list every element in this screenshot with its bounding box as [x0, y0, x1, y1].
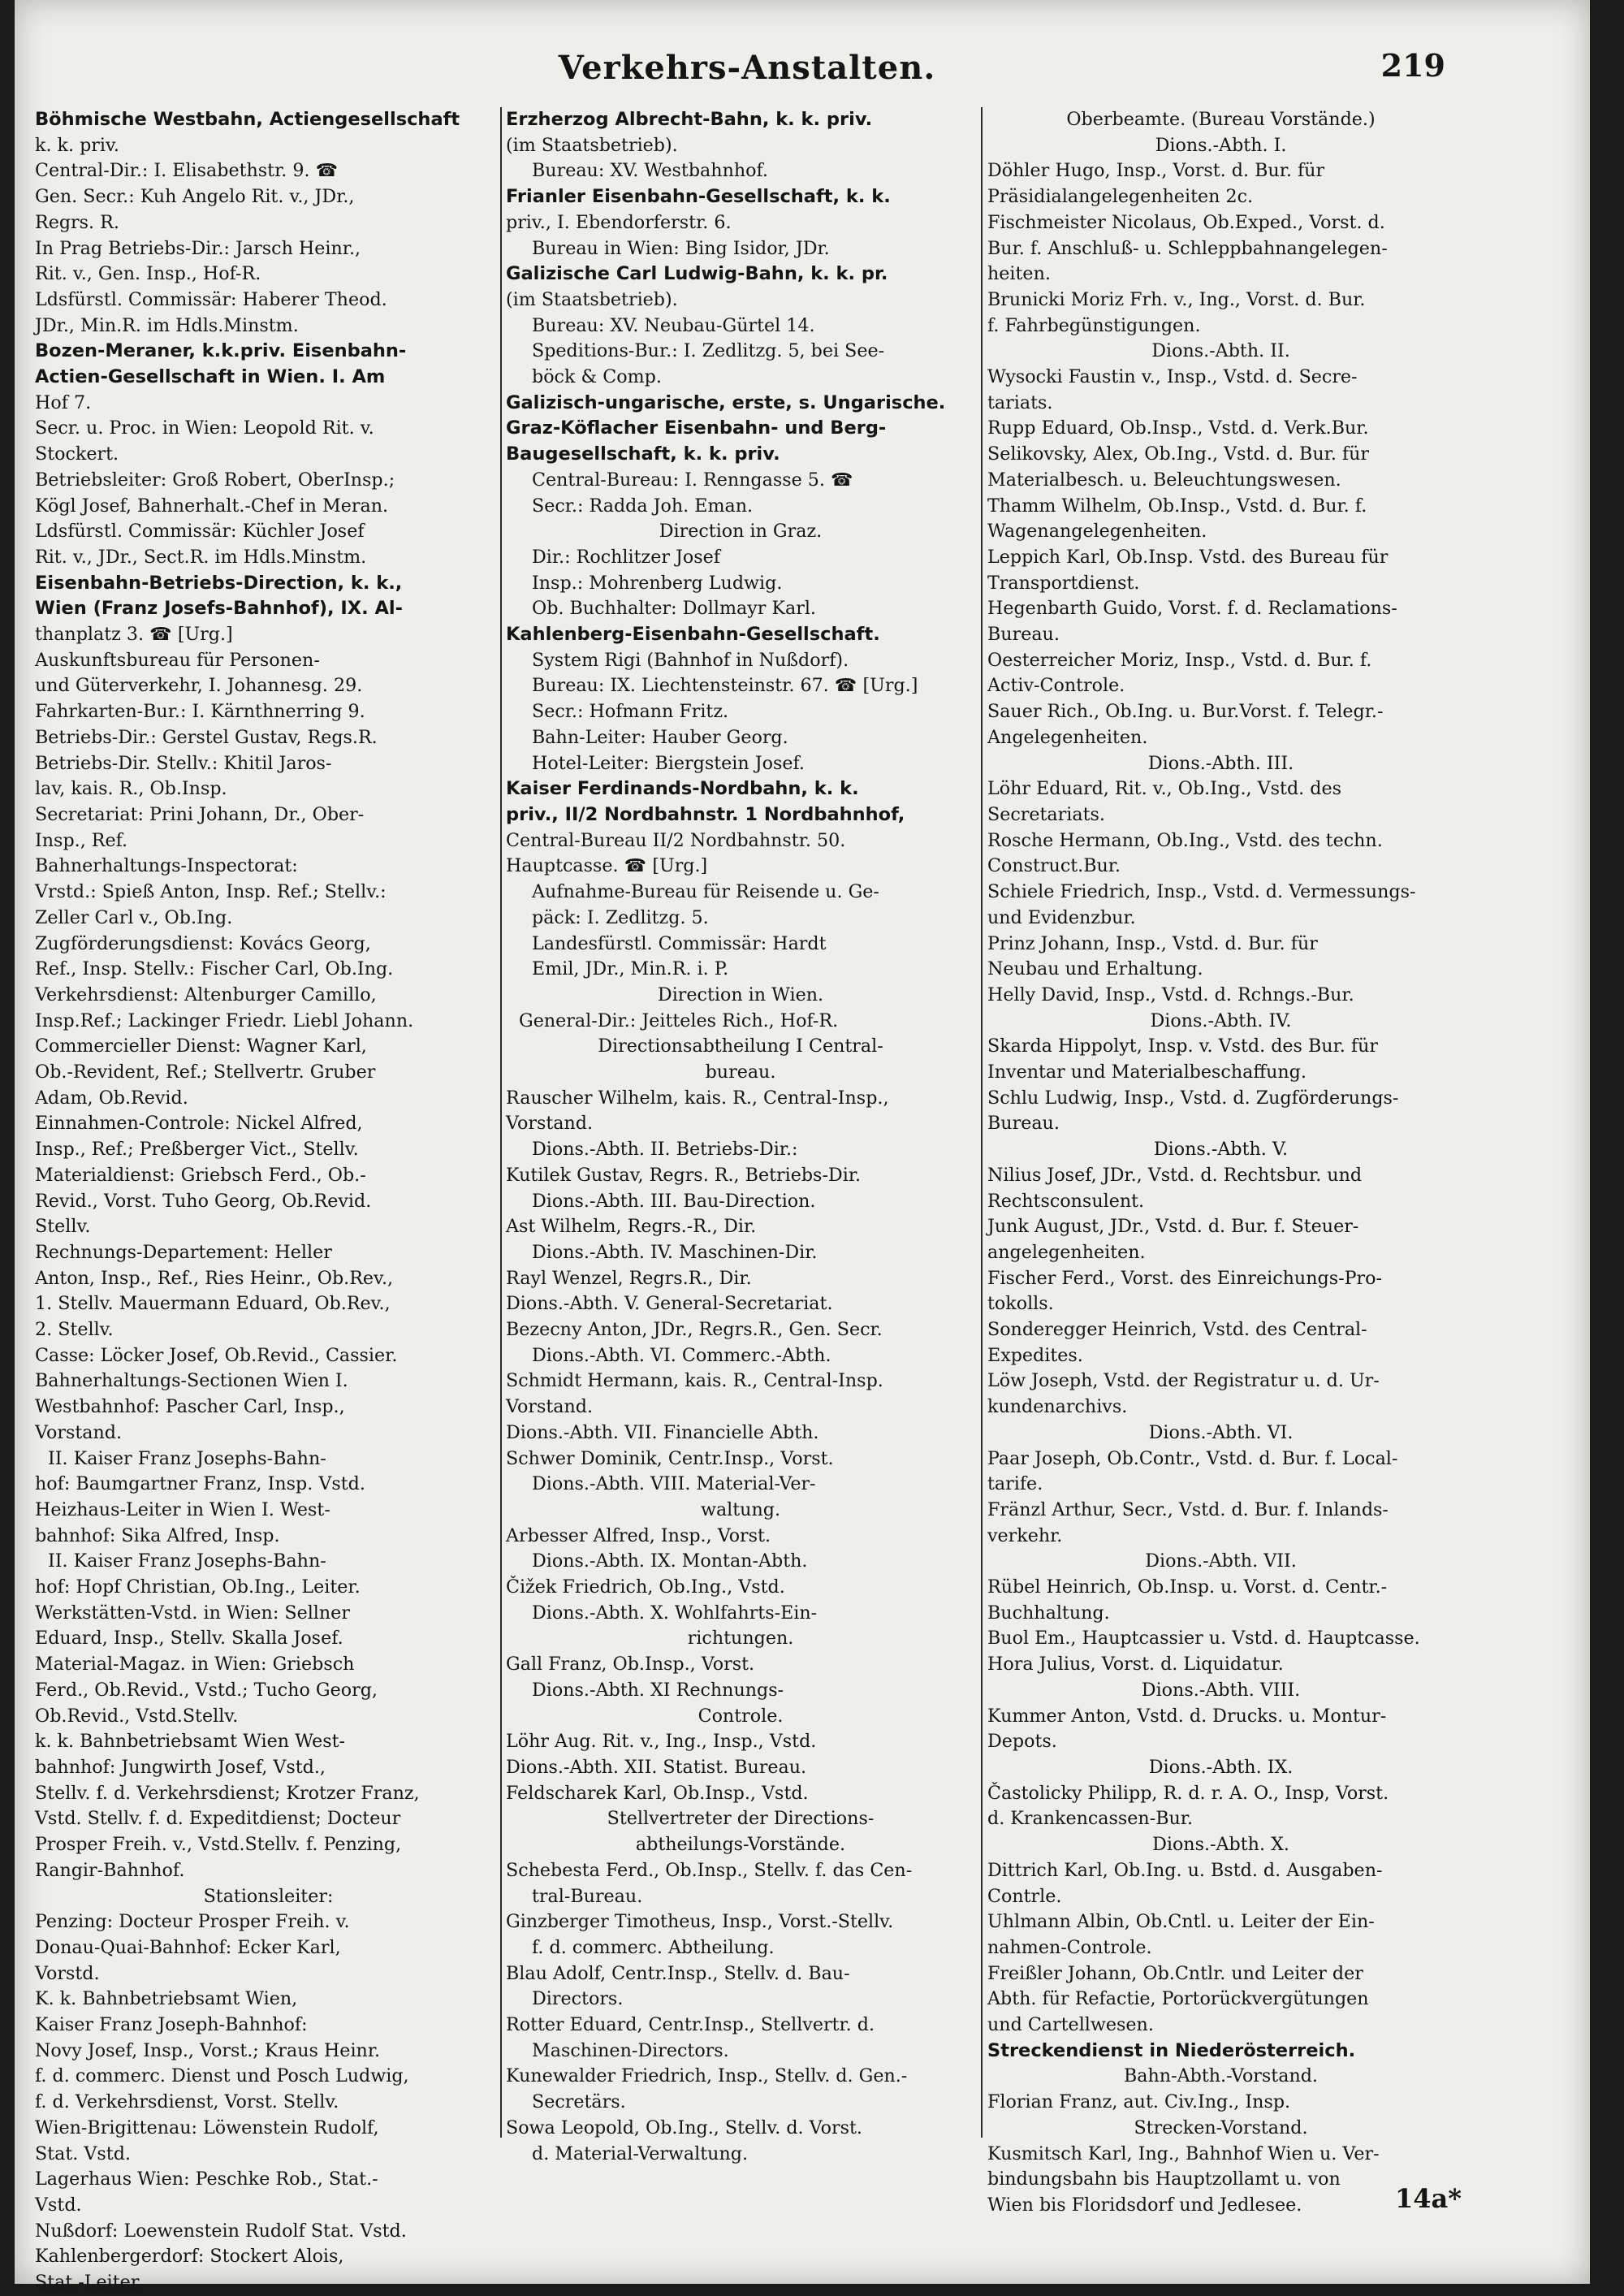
text-line: Controle. — [698, 1705, 784, 1727]
text-line: f. d. commerc. Dienst und Posch Ludwig, — [35, 2065, 409, 2087]
text-line: Paar Joseph, Ob.Contr., Vstd. d. Bur. f. Local- — [987, 1447, 1398, 1469]
text-line: Bureau in Wien: Bing Isidor, JDr. — [532, 237, 830, 259]
text-line: Transportdienst. — [987, 572, 1140, 594]
text-line: Bureau. — [987, 1113, 1060, 1135]
entry-heading: Kaiser Ferdinands-Nordbahn, k. k. — [506, 778, 859, 800]
entry-heading: Streckendienst in Niederösterreich. — [987, 2039, 1356, 2061]
text-line: Dions.-Abth. XI Rechnungs- — [532, 1679, 784, 1701]
text-line: Secr.: Radda Joh. Eman. — [532, 495, 754, 517]
text-line: k. k. priv. — [35, 134, 119, 156]
text-line: Freißler Johann, Ob.Cntlr. und Leiter der — [987, 1962, 1363, 1984]
text-line: Stat. Vstd. — [35, 2143, 131, 2164]
entry-heading: Böhmische Westbahn, Actiengesellschaft — [35, 109, 460, 130]
text-line: 2. Stellv. — [35, 1319, 114, 1341]
text-line: Dions.-Abth. VIII. Material-Ver- — [532, 1473, 816, 1495]
text-line: Feldscharek Karl, Ob.Insp., Vstd. — [506, 1782, 809, 1804]
entry-heading: Galizische Carl Ludwig-Bahn, k. k. pr. — [506, 263, 888, 285]
text-line: Bahnerhaltungs-Sectionen Wien I. — [35, 1370, 348, 1392]
text-line: Stellv. f. d. Verkehrsdienst; Krotzer Franz, — [35, 1782, 420, 1804]
text-line: f. d. commerc. Abtheilung. — [532, 1936, 775, 1958]
text-line: Dions.-Abth. III. — [1147, 752, 1294, 774]
text-line: Dions.-Abth. XII. Statist. Bureau. — [506, 1757, 807, 1778]
text-line: Anton, Insp., Ref., Ries Heinr., Ob.Rev., — [35, 1267, 394, 1289]
text-line: Bureau: XV. Neubau-Gürtel 14. — [532, 314, 815, 336]
text-line: Hegenbarth Guido, Vorst. f. d. Reclamations- — [987, 598, 1397, 620]
text-line: Rechnungs-Departement: Heller — [35, 1241, 332, 1263]
text-line: abtheilungs-Vorstände. — [635, 1834, 846, 1856]
text-line: nahmen-Controle. — [987, 1936, 1152, 1958]
text-line: Stat.-Leiter. — [35, 2272, 144, 2294]
text-line: Kögl Josef, Bahnerhalt.-Chef in Meran. — [35, 495, 389, 517]
running-title: Verkehrs-Anstalten. — [558, 49, 936, 87]
text-line: Ginzberger Timotheus, Insp., Vorst.-Stellv. — [506, 1911, 894, 1933]
text-line: Betriebs-Dir.: Gerstel Gustav, Regs.R. — [35, 726, 378, 748]
text-column-2 — [506, 107, 975, 2170]
text-line: Schebesta Ferd., Ob.Insp., Stellv. f. das Cen- — [506, 1859, 913, 1881]
text-line: bureau. — [705, 1062, 776, 1083]
text-line: Wien-Brigittenau: Löwenstein Rudolf, — [35, 2117, 379, 2138]
text-line: Dittrich Karl, Ob.Ing. u. Bstd. d. Ausgaben- — [987, 1859, 1383, 1881]
text-line: Kunewalder Friedrich, Insp., Stellv. d. Gen.- — [506, 2065, 908, 2087]
text-line: Vstd. — [35, 2194, 82, 2216]
text-line: Aufnahme-Bureau für Reisende u. Ge- — [532, 881, 879, 903]
text-line: Hora Julius, Vorst. d. Liquidatur. — [987, 1654, 1284, 1676]
text-line: Nilius Josef, JDr., Vstd. d. Rechtsbur. und — [987, 1164, 1363, 1186]
text-line: Rechtsconsulent. — [987, 1190, 1145, 1212]
entry-heading: Frianler Eisenbahn-Gesellschaft, k. k. — [506, 186, 891, 208]
entry-heading: Eisenbahn-Betriebs-Direction, k. k., — [35, 572, 403, 594]
text-line: Penzing: Docteur Prosper Freih. v. — [35, 1911, 350, 1933]
column-rule — [981, 107, 983, 2138]
text-line: Zeller Carl v., Ob.Ing. — [35, 906, 233, 928]
text-line: Construct.Bur. — [987, 855, 1121, 877]
text-line: Dions.-Abth. VIII. — [1141, 1679, 1301, 1701]
text-line: tokolls. — [987, 1293, 1054, 1315]
text-line: Rangir-Bahnhof. — [35, 1859, 185, 1881]
text-line: tarife. — [987, 1473, 1043, 1495]
text-line: Ref., Insp. Stellv.: Fischer Carl, Ob.Ing. — [35, 958, 394, 980]
text-line: bahnhof: Sika Alfred, Insp. — [35, 1524, 280, 1546]
text-line: Kusmitsch Karl, Ing., Bahnhof Wien u. Ver- — [987, 2143, 1380, 2164]
text-line: Buol Em., Hauptcassier u. Vstd. d. Hauptcasse. — [987, 1628, 1420, 1650]
text-line: Bahnerhaltungs-Inspectorat: — [35, 855, 298, 877]
text-line: Dions.-Abth. VII. Financielle Abth. — [506, 1421, 819, 1443]
text-line: tariats. — [987, 391, 1053, 413]
text-line: Prosper Freih. v., Vstd.Stellv. f. Penzing, — [35, 1834, 402, 1856]
book-page — [15, 0, 1590, 2294]
text-line: waltung. — [700, 1498, 781, 1520]
text-line: lav, kais. R., Ob.Insp. — [35, 778, 227, 800]
text-line: Döhler Hugo, Insp., Vorst. d. Bur. für — [987, 160, 1325, 182]
text-line: In Prag Betriebs-Dir.: Jarsch Heinr., — [35, 237, 361, 259]
text-line: Selikovsky, Alex, Ob.Ing., Vstd. d. Bur. für — [987, 443, 1370, 465]
text-line: Activ-Controle. — [987, 675, 1125, 697]
text-line: Gall Franz, Ob.Insp., Vorst. — [506, 1654, 755, 1676]
text-line: Florian Franz, aut. Civ.Ing., Insp. — [987, 2091, 1291, 2113]
text-line: Angelegenheiten. — [987, 726, 1148, 748]
text-line: Speditions-Bur.: I. Zedlitzg. 5, bei See- — [532, 340, 885, 362]
text-line: Rit. v., Gen. Insp., Hof-R. — [35, 263, 261, 285]
text-line: Secretärs. — [532, 2091, 626, 2113]
text-line: Ob.Revid., Vstd.Stellv. — [35, 1705, 239, 1727]
page-header — [49, 41, 1445, 97]
text-line: Bur. f. Anschluß- u. Schleppbahnangelegen- — [987, 237, 1388, 259]
text-line: Directionsabtheilung I Central- — [598, 1036, 883, 1057]
text-line: Fränzl Arthur, Secr., Vstd. d. Bur. f. Inlands- — [987, 1498, 1389, 1520]
text-line: Dions.-Abth. IV. — [1150, 1010, 1292, 1031]
text-line: Dions.-Abth. V. — [1153, 1139, 1289, 1161]
text-line: Präsidialangelegenheiten 2c. — [987, 186, 1254, 208]
text-line: Löw Joseph, Vstd. der Registratur u. d. Ur- — [987, 1370, 1380, 1392]
text-line: tral-Bureau. — [532, 1885, 643, 1907]
text-line: und Cartellwesen. — [987, 2014, 1154, 2036]
text-line: Maschinen-Directors. — [532, 2039, 729, 2061]
text-line: Bezecny Anton, JDr., Regrs.R., Gen. Secr. — [506, 1319, 883, 1341]
text-line: Dions.-Abth. X. — [1152, 1834, 1289, 1856]
text-line: Rayl Wenzel, Regrs.R., Dir. — [506, 1267, 752, 1289]
entry-heading: Graz-Köflacher Eisenbahn- und Berg- — [506, 417, 887, 439]
text-column-1 — [35, 107, 502, 2294]
text-line: Častolicky Philipp, R. d. r. A. O., Insp, Vorst. — [987, 1782, 1389, 1804]
text-line: Insp.Ref.; Lackinger Friedr. Liebl Johann. — [35, 1010, 414, 1031]
text-line: Thamm Wilhelm, Ob.Insp., Vstd. d. Bur. f. — [987, 495, 1367, 517]
text-line: Buchhaltung. — [987, 1602, 1110, 1624]
text-line: und Evidenzbur. — [987, 906, 1136, 928]
text-line: Vorstand. — [506, 1396, 594, 1418]
text-line: Dions.-Abth. IX. — [1148, 1757, 1294, 1778]
text-line: Landesfürstl. Commissär: Hardt — [532, 932, 827, 954]
text-line: bahnhof: Jungwirth Josef, Vstd., — [35, 1757, 326, 1778]
text-line: Inventar und Materialbeschaffung. — [987, 1062, 1307, 1083]
text-line: Vstd. Stellv. f. d. Expeditdienst; Docteur — [35, 1808, 401, 1830]
text-line: Schwer Dominik, Centr.Insp., Vorst. — [506, 1447, 834, 1469]
text-line: Heizhaus-Leiter in Wien I. West- — [35, 1498, 330, 1520]
text-line: (im Staatsbetrieb). — [506, 288, 678, 310]
text-line: d. Material-Verwaltung. — [532, 2143, 748, 2164]
entry-heading: Baugesellschaft, k. k. priv. — [506, 443, 780, 465]
text-line: k. k. Bahnbetriebsamt Wien West- — [35, 1731, 346, 1753]
text-line: Junk August, JDr., Vstd. d. Bur. f. Steuer- — [987, 1216, 1359, 1238]
text-line: Rupp Eduard, Ob.Insp., Vstd. d. Verk.Bur. — [987, 417, 1369, 439]
text-line: verkehr. — [987, 1524, 1063, 1546]
text-line: Westbahnhof: Pascher Carl, Insp., — [35, 1396, 345, 1418]
text-line: kundenarchivs. — [987, 1396, 1128, 1418]
text-line: priv., I. Ebendorferstr. 6. — [506, 211, 732, 233]
text-line: Leppich Karl, Ob.Insp. Vstd. des Bureau für — [987, 546, 1389, 568]
text-line: Kaiser Franz Joseph-Bahnhof: — [35, 2014, 308, 2036]
text-line: Direction in Graz. — [659, 521, 823, 543]
text-line: Nußdorf: Loewenstein Rudolf Stat. Vstd. — [35, 2220, 407, 2242]
text-line: Central-Dir.: I. Elisabethstr. 9. ☎ — [35, 160, 339, 182]
text-line: Skarda Hippolyt, Insp. v. Vstd. des Bur. für — [987, 1036, 1378, 1057]
text-line: Stockert. — [35, 443, 119, 465]
text-line: Bureau: IX. Liechtensteinstr. 67. ☎ [Urg.] — [532, 675, 918, 697]
text-line: Uhlmann Albin, Ob.Cntl. u. Leiter der Ein- — [987, 1911, 1375, 1933]
text-line: Rosche Hermann, Ob.Ing., Vstd. des techn. — [987, 829, 1383, 851]
text-line: Dions.-Abth. V. General-Secretariat. — [506, 1293, 833, 1315]
text-line: Rotter Eduard, Centr.Insp., Stellvertr. d. — [506, 2014, 875, 2036]
text-line: Rauscher Wilhelm, kais. R., Central-Insp., — [506, 1087, 889, 1109]
text-line: Novy Josef, Insp., Vorst.; Kraus Heinr. — [35, 2039, 381, 2061]
text-line: hof: Hopf Christian, Ob.Ing., Leiter. — [35, 1576, 361, 1598]
text-line: Rit. v., JDr., Sect.R. im Hdls.Minstm. — [35, 546, 367, 568]
text-line: Ldsfürstl. Commissär: Haberer Theod. — [35, 288, 387, 310]
text-line: Kahlenbergerdorf: Stockert Alois, — [35, 2246, 344, 2268]
text-line: Helly David, Insp., Vstd. d. Rchngs.-Bur. — [987, 984, 1354, 1005]
text-line: d. Krankencassen-Bur. — [987, 1808, 1194, 1830]
text-line: Arbesser Alfred, Insp., Vorst. — [506, 1524, 771, 1546]
text-line: Werkstätten-Vstd. in Wien: Sellner — [35, 1602, 350, 1624]
text-line: Ldsfürstl. Commissär: Küchler Josef — [35, 521, 365, 543]
text-line: Abth. für Refactie, Portorückvergütungen — [987, 1988, 1369, 2010]
text-line: Lagerhaus Wien: Peschke Rob., Stat.- — [35, 2168, 378, 2190]
text-line: Wysocki Faustin v., Insp., Vstd. d. Secre- — [987, 366, 1358, 388]
text-line: Bahn-Abth.-Vorstand. — [1123, 2065, 1318, 2087]
entry-heading: Bozen-Meraner, k.k.priv. Eisenbahn- — [35, 340, 407, 362]
text-line: Kummer Anton, Vstd. d. Drucks. u. Montur- — [987, 1705, 1387, 1727]
text-line: Bureau. — [987, 624, 1060, 646]
text-line: Dions.-Abth. VI. — [1148, 1421, 1294, 1443]
text-line: Directors. — [532, 1988, 624, 2010]
text-line: und Güterverkehr, I. Johannesg. 29. — [35, 675, 363, 697]
text-line: Stellvertreter der Directions- — [607, 1808, 875, 1830]
text-line: Vorstd. — [35, 1962, 100, 1984]
text-line: Material-Magaz. in Wien: Griebsch — [35, 1654, 355, 1676]
entry-heading: Erzherzog Albrecht-Bahn, k. k. priv. — [506, 109, 873, 130]
text-line: Vorstand. — [35, 1421, 123, 1443]
entry-heading: priv., II/2 Nordbahnstr. 1 Nordbahnhof, — [506, 803, 905, 825]
text-line: Dions.-Abth. X. Wohlfahrts-Ein- — [532, 1602, 818, 1624]
text-line: Dions.-Abth. VI. Commerc.-Abth. — [532, 1344, 831, 1366]
entry-heading: Actien-Gesellschaft in Wien. I. Am — [35, 366, 386, 388]
text-line: Vorstand. — [506, 1113, 594, 1135]
text-line: Dions.-Abth. VII. — [1145, 1550, 1297, 1572]
text-line: General-Dir.: Jeitteles Rich., Hof-R. — [519, 1010, 839, 1031]
text-line: Secretariats. — [987, 803, 1105, 825]
text-line: Strecken-Vorstand. — [1134, 2117, 1308, 2138]
text-line: Eduard, Insp., Stellv. Skalla Josef. — [35, 1628, 343, 1650]
text-line: JDr., Min.R. im Hdls.Minstm. — [35, 314, 299, 336]
text-line: Ast Wilhelm, Regrs.-R., Dir. — [506, 1216, 757, 1238]
text-line: Commercieller Dienst: Wagner Karl, — [35, 1036, 367, 1057]
text-line: Depots. — [987, 1731, 1057, 1753]
text-line: Central-Bureau: I. Renngasse 5. ☎ — [532, 469, 853, 491]
text-line: Dions.-Abth. IX. Montan-Abth. — [532, 1550, 808, 1572]
text-line: Stellv. — [35, 1216, 91, 1238]
text-line: Ob. Buchhalter: Dollmayr Karl. — [532, 598, 816, 620]
text-line: Ferd., Ob.Revid., Vstd.; Tucho Georg, — [35, 1679, 378, 1701]
signature-mark: 14a* — [1395, 2183, 1462, 2214]
text-line: Dions.-Abth. II. — [1151, 340, 1290, 362]
text-line: Blau Adolf, Centr.Insp., Stellv. d. Bau- — [506, 1962, 850, 1984]
text-line: Secr.: Hofmann Fritz. — [532, 701, 729, 723]
text-line: Adam, Ob.Revid. — [35, 1087, 188, 1109]
page-number: 219 — [1380, 47, 1445, 84]
text-line: Betriebs-Dir. Stellv.: Khitil Jaros- — [35, 752, 332, 774]
text-line: Verkehrsdienst: Altenburger Camillo, — [35, 984, 377, 1005]
text-line: Fischer Ferd., Vorst. des Einreichungs-Pro- — [987, 1267, 1382, 1289]
text-line: richtungen. — [687, 1628, 794, 1650]
text-line: Wagenangelegenheiten. — [987, 521, 1207, 543]
text-line: böck & Comp. — [532, 366, 662, 388]
text-line: bindungsbahn bis Hauptzollamt u. von — [987, 2168, 1341, 2190]
text-line: heiten. — [987, 263, 1051, 285]
text-line: Dions.-Abth. III. Bau-Direction. — [532, 1190, 816, 1212]
text-line: Dions.-Abth. IV. Maschinen-Dir. — [532, 1241, 818, 1263]
text-line: Sonderegger Heinrich, Vstd. des Central- — [987, 1319, 1367, 1341]
text-line: Brunicki Moriz Frh. v., Ing., Vorst. d. Bur. — [987, 288, 1366, 310]
text-line: Insp.: Mohrenberg Ludwig. — [532, 572, 783, 594]
text-line: Schmidt Hermann, kais. R., Central-Insp. — [506, 1370, 883, 1392]
text-line: Auskunftsbureau für Personen- — [35, 649, 320, 671]
text-line: f. Fahrbegünstigungen. — [987, 314, 1201, 336]
text-line: Schiele Friedrich, Insp., Vstd. d. Vermessungs- — [987, 881, 1416, 903]
text-line: Materialdienst: Griebsch Ferd., Ob.- — [35, 1164, 366, 1186]
text-line: Čižek Friedrich, Ob.Ing., Vstd. — [506, 1576, 785, 1598]
text-line: Zugförderungsdienst: Kovács Georg, — [35, 932, 371, 954]
text-line: päck: I. Zedlitzg. 5. — [532, 906, 709, 928]
text-line: Hof 7. — [35, 391, 92, 413]
text-line: Löhr Aug. Rit. v., Ing., Insp., Vstd. — [506, 1731, 817, 1753]
text-line: Bahn-Leiter: Hauber Georg. — [532, 726, 788, 748]
text-line: System Rigi (Bahnhof in Nußdorf). — [532, 649, 849, 671]
text-line: Casse: Löcker Josef, Ob.Revid., Cassier. — [35, 1344, 398, 1366]
text-line: Prinz Johann, Insp., Vstd. d. Bur. für — [987, 932, 1318, 954]
text-line: Expedites. — [987, 1344, 1083, 1366]
text-line: Vrstd.: Spieß Anton, Insp. Ref.; Stellv.: — [35, 881, 387, 903]
text-line: Rübel Heinrich, Ob.Insp. u. Vorst. d. Centr.- — [987, 1576, 1388, 1598]
text-line: Dions.-Abth. II. Betriebs-Dir.: — [532, 1139, 798, 1161]
text-line: Wien bis Floridsdorf und Jedlesee. — [987, 2194, 1302, 2216]
text-line: Contrle. — [987, 1885, 1062, 1907]
text-line: Revid., Vorst. Tuho Georg, Ob.Revid. — [35, 1190, 372, 1212]
text-line: Löhr Eduard, Rit. v., Ob.Ing., Vstd. des — [987, 778, 1341, 800]
text-line: Central-Bureau II/2 Nordbahnstr. 50. — [506, 829, 846, 851]
text-line: Stationsleiter: — [203, 1885, 334, 1907]
text-line: Fischmeister Nicolaus, Ob.Exped., Vorst. d. — [987, 211, 1385, 233]
text-line: Materialbesch. u. Beleuchtungswesen. — [987, 469, 1341, 491]
text-line: Dir.: Rochlitzer Josef — [532, 546, 720, 568]
text-line: Kutilek Gustav, Regrs. R., Betriebs-Dir. — [506, 1164, 862, 1186]
text-line: hof: Baumgartner Franz, Insp. Vstd. — [35, 1473, 365, 1495]
text-line: Bureau: XV. Westbahnhof. — [532, 160, 768, 182]
text-line: Secr. u. Proc. in Wien: Leopold Rit. v. — [35, 417, 374, 439]
text-line: Fahrkarten-Bur.: I. Kärnthnerring 9. — [35, 701, 365, 723]
text-line: Ob.-Revident, Ref.; Stellvertr. Gruber — [35, 1062, 376, 1083]
text-line: Gen. Secr.: Kuh Angelo Rit. v., JDr., — [35, 186, 355, 208]
text-line: angelegenheiten. — [987, 1241, 1146, 1263]
text-line: Oberbeamte. (Bureau Vorstände.) — [1066, 109, 1376, 130]
text-line: Insp., Ref. — [35, 829, 128, 851]
text-line: (im Staatsbetrieb). — [506, 134, 678, 156]
text-line: II. Kaiser Franz Josephs-Bahn- — [48, 1550, 326, 1572]
text-line: Donau-Quai-Bahnhof: Ecker Karl, — [35, 1936, 341, 1958]
text-line: Neubau und Erhaltung. — [987, 958, 1203, 980]
text-line: II. Kaiser Franz Josephs-Bahn- — [48, 1447, 326, 1469]
text-line: Hotel-Leiter: Biergstein Josef. — [532, 752, 805, 774]
text-line: thanplatz 3. ☎ [Urg.] — [35, 624, 233, 646]
text-line: Sowa Leopold, Ob.Ing., Stellv. d. Vorst. — [506, 2117, 862, 2138]
text-line: Emil, JDr., Min.R. i. P. — [532, 958, 729, 980]
text-line: K. k. Bahnbetriebsamt Wien, — [35, 1988, 298, 2010]
text-line: Schlu Ludwig, Insp., Vstd. d. Zugförderungs- — [987, 1087, 1399, 1109]
text-line: Insp., Ref.; Preßberger Vict., Stellv. — [35, 1139, 359, 1161]
text-line: f. d. Verkehrsdienst, Vorst. Stellv. — [35, 2091, 339, 2113]
text-line: Oesterreicher Moriz, Insp., Vstd. d. Bur. f. — [987, 649, 1372, 671]
text-line: Regrs. R. — [35, 211, 119, 233]
text-line: Hauptcasse. ☎ [Urg.] — [506, 855, 708, 877]
text-line: Dions.-Abth. I. — [1155, 134, 1287, 156]
text-line: Secretariat: Prini Johann, Dr., Ober- — [35, 803, 365, 825]
text-line: Sauer Rich., Ob.Ing. u. Bur.Vorst. f. Telegr.- — [987, 701, 1384, 723]
text-line: Einnahmen-Controle: Nickel Alfred, — [35, 1113, 363, 1135]
text-line: Direction in Wien. — [657, 984, 824, 1005]
entry-heading: Galizisch-ungarische, erste, s. Ungarische. — [506, 391, 946, 413]
text-line: 1. Stellv. Mauermann Eduard, Ob.Rev., — [35, 1293, 391, 1315]
text-line: Betriebsleiter: Groß Robert, OberInsp.; — [35, 469, 395, 491]
entry-heading: Kahlenberg-Eisenbahn-Gesellschaft. — [506, 624, 880, 646]
entry-heading: Wien (Franz Josefs-Bahnhof), IX. Al- — [35, 598, 403, 620]
